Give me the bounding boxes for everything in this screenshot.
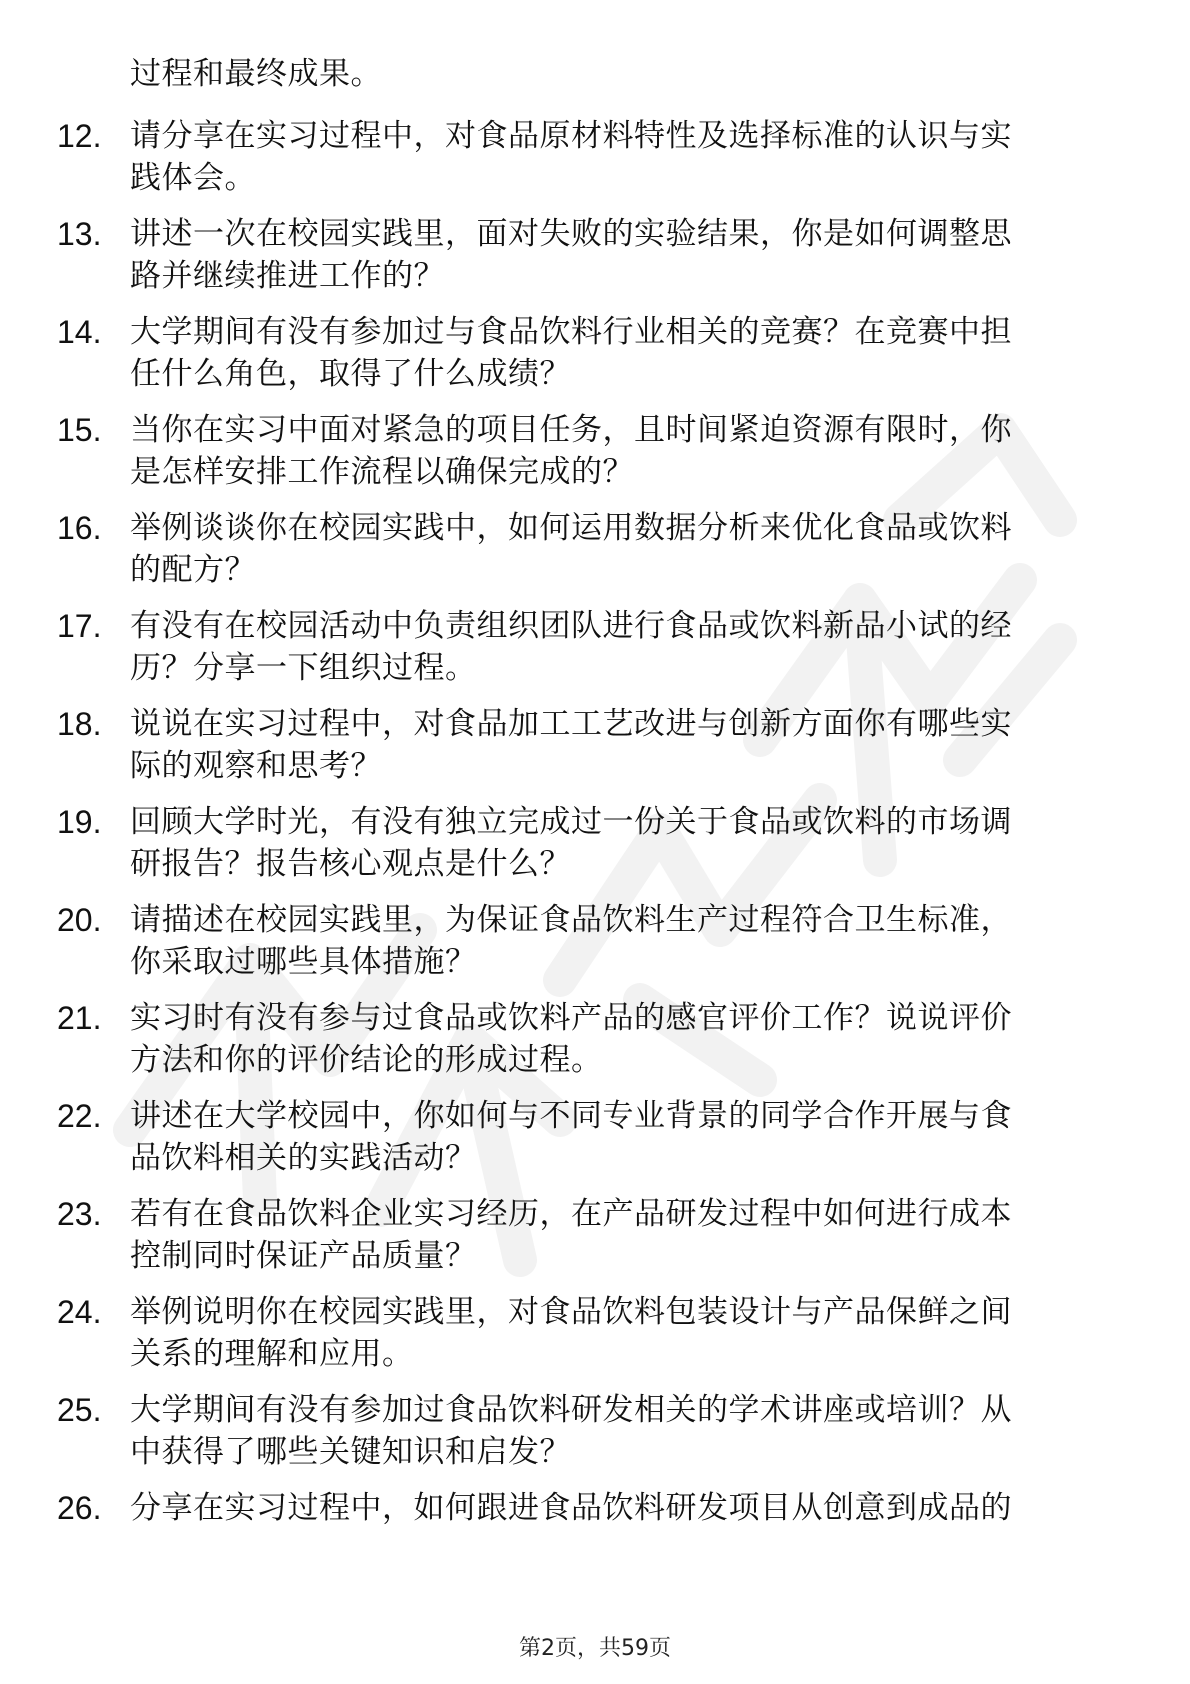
list-item — [0, 1382, 1190, 1480]
question-text-line: 中获得了哪些关键知识和启发？ — [130, 1434, 571, 1470]
question-text-line: 举例谈谈你在校园实践中，如何运用数据分析来优化食品或饮料 — [130, 510, 1012, 546]
question-number: 14. — [57, 314, 102, 350]
question-number: 12. — [57, 118, 102, 154]
question-number: 18. — [57, 706, 102, 742]
list-item — [0, 500, 1190, 598]
question-number: 22. — [57, 1098, 102, 1134]
page-footer: 第2页，共59页 — [519, 1636, 671, 1661]
question-text-line: 讲述一次在校园实践里，面对失败的实验结果，你是如何调整思 — [130, 216, 1012, 252]
list-item — [0, 108, 1190, 206]
question-text-line: 当你在实习中面对紧急的项目任务，且时间紧迫资源有限时，你 — [130, 412, 1012, 448]
question-text-line: 有没有在校园活动中负责组织团队进行食品或饮料新品小试的经 — [130, 608, 1012, 644]
question-number: 21. — [57, 1000, 102, 1036]
list-item — [0, 1284, 1190, 1382]
question-number: 26. — [57, 1490, 102, 1526]
list-item — [0, 1480, 1190, 1578]
question-number: 24. — [57, 1294, 102, 1330]
question-number: 20. — [57, 902, 102, 938]
question-text-line: 历？分享一下组织过程。 — [130, 650, 477, 686]
question-text-line: 若有在食品饮料企业实习经历，在产品研发过程中如何进行成本 — [130, 1196, 1012, 1232]
question-text-line: 任什么角色，取得了什么成绩？ — [130, 356, 571, 392]
question-number: 23. — [57, 1196, 102, 1232]
list-item — [0, 1186, 1190, 1284]
question-text-line: 研报告？报告核心观点是什么？ — [130, 846, 571, 882]
question-number: 17. — [57, 608, 102, 644]
question-text-line: 讲述在大学校园中，你如何与不同专业背景的同学合作开展与食 — [130, 1098, 1012, 1134]
question-text-line: 说说在实习过程中，对食品加工工艺改进与创新方面你有哪些实 — [130, 706, 1012, 742]
question-text-line: 分享在实习过程中，如何跟进食品饮料研发项目从创意到成品的 — [130, 1490, 1012, 1526]
question-number: 13. — [57, 216, 102, 252]
list-item — [0, 206, 1190, 304]
question-text-line: 践体会。 — [130, 160, 256, 196]
list-item — [0, 696, 1190, 794]
list-item — [0, 304, 1190, 402]
question-number: 25. — [57, 1392, 102, 1428]
question-text-line: 回顾大学时光，有没有独立完成过一份关于食品或饮料的市场调 — [130, 804, 1012, 840]
question-text-line: 际的观察和思考？ — [130, 748, 382, 784]
continuation-text: 过程和最终成果。 — [130, 56, 382, 92]
question-text-line: 控制同时保证产品质量？ — [130, 1238, 477, 1274]
question-text-line: 请分享在实习过程中，对食品原材料特性及选择标准的认识与实 — [130, 118, 1012, 154]
question-text-line: 关系的理解和应用。 — [130, 1336, 414, 1372]
question-number: 15. — [57, 412, 102, 448]
list-item — [0, 598, 1190, 696]
question-number: 16. — [57, 510, 102, 546]
question-text-line: 方法和你的评价结论的形成过程。 — [130, 1042, 603, 1078]
question-text-line: 举例说明你在校园实践里，对食品饮料包装设计与产品保鲜之间 — [130, 1294, 1012, 1330]
question-text-line: 品饮料相关的实践活动？ — [130, 1140, 477, 1176]
question-text-line: 你采取过哪些具体措施？ — [130, 944, 477, 980]
question-text-line: 路并继续推进工作的？ — [130, 258, 445, 294]
question-text-line: 大学期间有没有参加过食品饮料研发相关的学术讲座或培训？从 — [130, 1392, 1012, 1428]
list-item — [0, 402, 1190, 500]
question-text-line: 请描述在校园实践里，为保证食品饮料生产过程符合卫生标准， — [130, 902, 1012, 938]
list-item — [0, 1088, 1190, 1186]
question-text-line: 实习时有没有参与过食品或饮料产品的感官评价工作？说说评价 — [130, 1000, 1012, 1036]
question-text-line: 是怎样安排工作流程以确保完成的？ — [130, 454, 634, 490]
question-text-line: 的配方？ — [130, 552, 256, 588]
question-number: 19. — [57, 804, 102, 840]
question-text-line: 大学期间有没有参加过与食品饮料行业相关的竞赛？在竞赛中担 — [130, 314, 1012, 350]
list-item — [0, 794, 1190, 892]
list-item — [0, 892, 1190, 990]
question-list — [0, 108, 1190, 1578]
list-item — [0, 990, 1190, 1088]
